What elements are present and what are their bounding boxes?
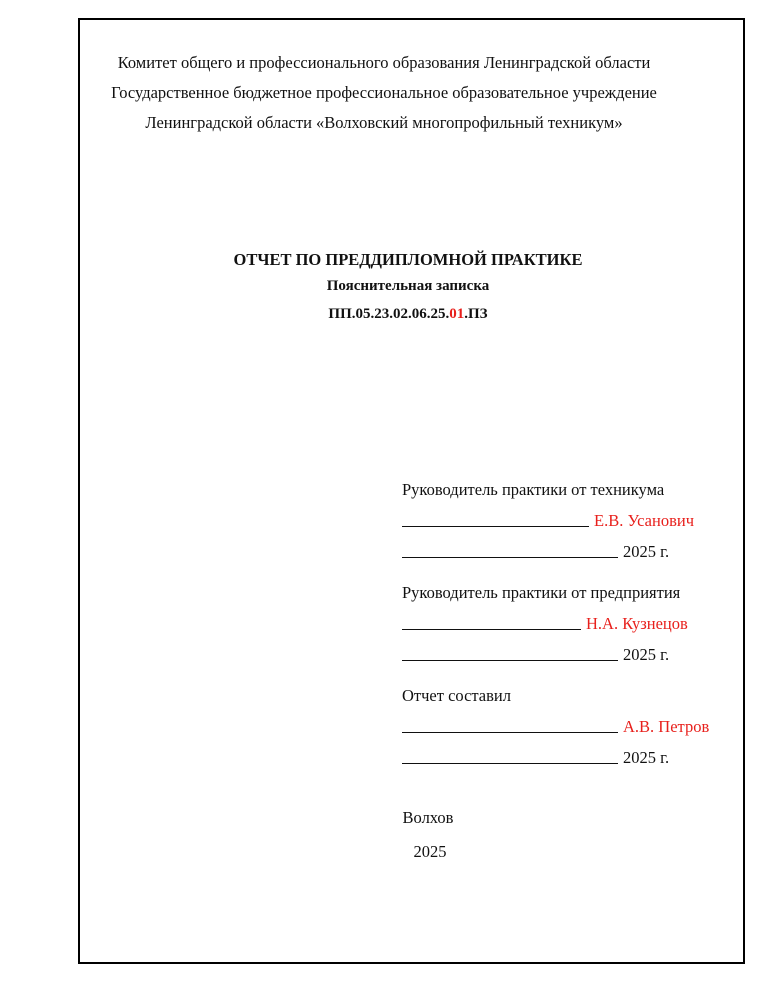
footer-year: 2025 xyxy=(413,842,447,861)
company-supervisor-name: Н.А. Кузнецов xyxy=(586,614,688,633)
report-code-suffix: .ПЗ xyxy=(464,306,488,322)
title-block xyxy=(0,248,768,328)
report-code-number: 01 xyxy=(449,306,465,322)
signature-block xyxy=(402,474,762,773)
author-label: Отчет составил xyxy=(402,686,511,705)
author-signature-row xyxy=(402,711,762,742)
tech-supervisor-label: Руководитель практики от техникума xyxy=(402,480,665,499)
document-header xyxy=(0,48,768,138)
header-line-technikum: Ленинградской области «Волховский многопрофильный техникум» xyxy=(145,113,623,132)
date-blank xyxy=(402,539,618,558)
tech-supervisor-name: Е.В. Усанович xyxy=(594,511,695,530)
author-name: А.В. Петров xyxy=(623,717,710,736)
company-supervisor-signature-row xyxy=(402,608,762,639)
report-subtitle: Пояснительная записка xyxy=(326,278,490,294)
company-supervisor-label: Руководитель практики от предприятия xyxy=(402,583,681,602)
report-title: ОТЧЕТ ПО ПРЕДДИПЛОМНОЙ ПРАКТИКЕ xyxy=(233,250,583,269)
signature-blank xyxy=(402,714,618,733)
signature-blank xyxy=(402,508,589,527)
company-supervisor-date-row xyxy=(402,639,762,670)
company-supervisor-year: 2025 г. xyxy=(623,645,670,664)
header-line-institution: Государственное бюджетное профессиональное образовательное учреждение xyxy=(111,83,657,102)
date-blank xyxy=(402,745,618,764)
tech-supervisor-signature-row xyxy=(402,505,762,536)
header-line-committee: Комитет общего и профессионального образования Ленинградской области xyxy=(117,53,651,72)
report-code xyxy=(0,300,768,328)
footer-city: Волхов xyxy=(402,808,454,827)
tech-supervisor-date-row xyxy=(402,536,762,567)
signature-blank xyxy=(402,611,581,630)
date-blank xyxy=(402,642,618,661)
report-code-prefix: ПП.05.23.02.06.25. xyxy=(328,306,450,322)
author-date-row xyxy=(402,742,762,773)
tech-supervisor-year: 2025 г. xyxy=(623,542,670,561)
author-year: 2025 г. xyxy=(623,748,670,767)
